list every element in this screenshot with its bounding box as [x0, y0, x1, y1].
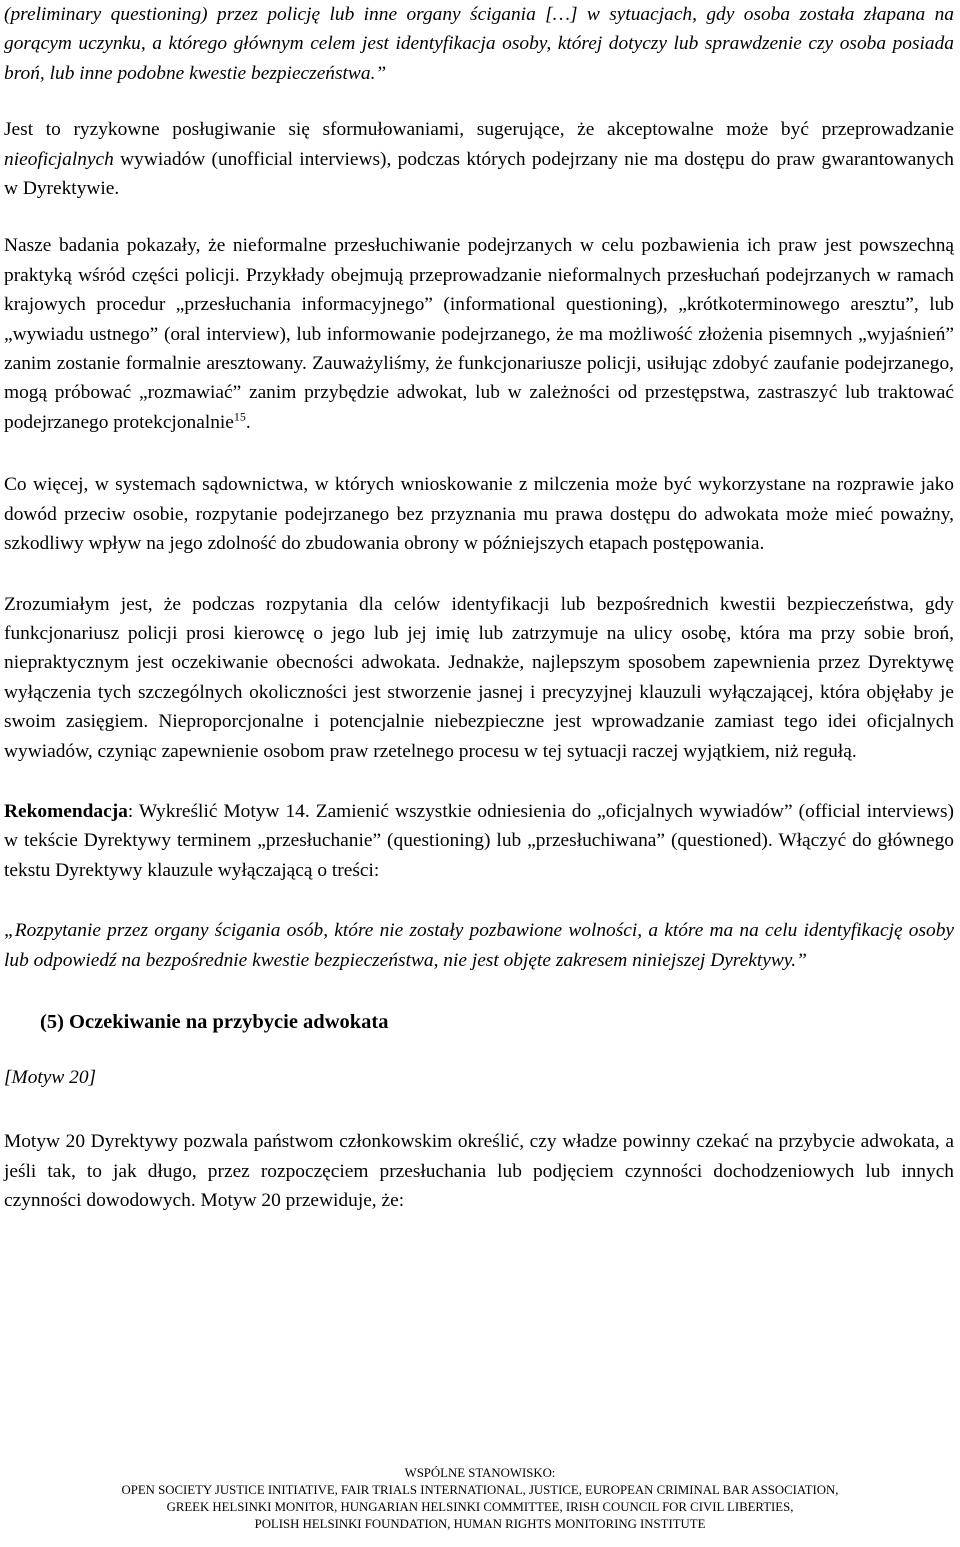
proposed-clause-quote: „Rozpytanie przez organy ścigania osób, które nie zostały pozbawione wolności, a które ma na celu identyfikację osoby lub odpowiedź na bezpośrednie kwestie bezpieczeństwa, nie jest objęte zakresem niniejszej Dyrektywy.”: [4, 920, 954, 971]
paragraph-identification-exception: Zrozumiałym jest, że podczas rozpytania dla celów identyfikacji lub bezpośrednich kwestii bezpieczeństwa, gdy funkcjonariusz policji prosi kierowcę o jego lub jej imię lub zatrzymuje na ulicy osobę, która ma przy sobie broń, niepraktycznym jest oczekiwanie obecności adwokata. Jednakże, najlepszym sposobem zapewnienia przez Dyrektywę wyłączenia tych szczególnych okoliczności jest stworzenie jasnej i precyzyjnej klauzuli wyłączającej, która objęłaby je swoim zasięgiem. Nieproporcjonalne i potencjalnie niebezpieczne jest wprowadzanie zamiast tego idei oficjalnych wywiadów, czyniąc zapewnienie osobom praw rzetelnego procesu w tej sytuacji raczej wyjątkiem, niż regułą.: [4, 593, 954, 762]
footer-organizations-line-2: GREEK HELSINKI MONITOR, HUNGARIAN HELSINKI COMMITTEE, IRISH COUNCIL FOR CIVIL LIBERTIES,: [166, 1500, 794, 1514]
recommendation-text: : Wykreślić Motyw 14. Zamienić wszystkie odniesienia do „oficjalnych wywiadów” (official interviews) w tekście Dyrektywy terminem „przesłuchanie” (questioning) lub „przesłuchiwana” (questioned). Włączyć do głównego tekstu Dyrektywy klauzule wyłączającą o treści:: [4, 800, 954, 881]
paragraph-risky-wording-part2: wywiadów (unofficial interviews), podczas których podejrzany nie ma dostępu do praw gwarantowanych w Dyrektywie.: [4, 148, 954, 200]
paragraph-research-findings-text: Nasze badania pokazały, że nieformalne przesłuchiwanie podejrzanych w celu pozbawienia ich praw jest powszechną praktyką wśród części policji. Przykłady obejmują przeprowadzanie nieformalnych przesłuchań podejrzanych w ramach krajowych procedur „przesłuchania informacyjnego” (informational questioning), „krótkoterminowego aresztu”, lub „wywiadu ustnego” (oral interview), lub informowanie podejrzanego, że ma możliwość złożenia pisemnych „wyjaśnień” zanim zostanie formalnie aresztowany. Zauważyliśmy, że funkcjonariusze policji, usiłując zdobyć zaufanie podejrzanego, mogą próbować „rozmawiać” zanim przybędzie adwokat, lub w zależności od przestępstwa, zastraszyć lub traktować podejrzanego protekcjonalnie: [4, 235, 954, 433]
paragraph-research-findings-end: .: [245, 411, 251, 433]
footnote-reference: 15: [233, 409, 246, 424]
paragraph-research-findings: [4, 231, 954, 437]
section-heading: (5) Oczekiwanie na przybycie adwokata: [40, 1010, 389, 1033]
document-footer: [0, 1465, 960, 1533]
recommendation-label: Rekomendacja: [4, 800, 128, 822]
paragraph-silence-inference: Co więcej, w systemach sądownictwa, w których wnioskowanie z milczenia może być wykorzystane na rozprawie jako dowód przeciw osobie, rozpytanie podejrzanego bez przyznania mu prawa dostępu do adwokata może mieć poważny, szkodliwy wpływ na jego zdolność do zbudowania obrony w późniejszych etapach postępowania.: [4, 474, 954, 555]
footer-organizations-line-1: OPEN SOCIETY JUSTICE INITIATIVE, FAIR TRIALS INTERNATIONAL, JUSTICE, EUROPEAN CRIMINAL BAR ASSOCIATION,: [121, 1483, 839, 1497]
paragraph-risky-wording: [4, 115, 954, 203]
document-page: [4, 0, 954, 1216]
paragraph-motive-20: Motyw 20 Dyrektywy pozwala państwom członkowskim określić, czy władze powinny czekać na przybycie adwokata, a jeśli tak, to jak długo, przez rozpoczęciem przesłuchania lub podjęciem czynności dochodzeniowych lub innych czynności dowodowych. Motyw 20 przewiduje, że:: [4, 1131, 954, 1212]
footer-title: WSPÓLNE STANOWISKO:: [404, 1466, 556, 1480]
paragraph-risky-wording-part1: Jest to ryzykowne posługiwanie się sformułowaniami, sugerujące, że akceptowalne może być przeprowadzanie: [4, 119, 954, 141]
footer-organizations-line-3: POLISH HELSINKI FOUNDATION, HUMAN RIGHTS MONITORING INSTITUTE: [254, 1517, 706, 1531]
intro-quote-continuation: (preliminary questioning) przez policję lub inne organy ścigania […] w sytuacjach, gdy osoba została złapana na gorącym uczynku, a którego głównym celem jest identyfikacja osoby, której dotyczy lub sprawdzenie czy osoba posiada broń, lub inne podobne kwestie bezpieczeństwa.”: [4, 4, 954, 84]
paragraph-recommendation: [4, 797, 954, 885]
paragraph-risky-wording-emphasis: nieoficjalnych: [4, 148, 114, 170]
motive-label: [Motyw 20]: [4, 1066, 97, 1088]
